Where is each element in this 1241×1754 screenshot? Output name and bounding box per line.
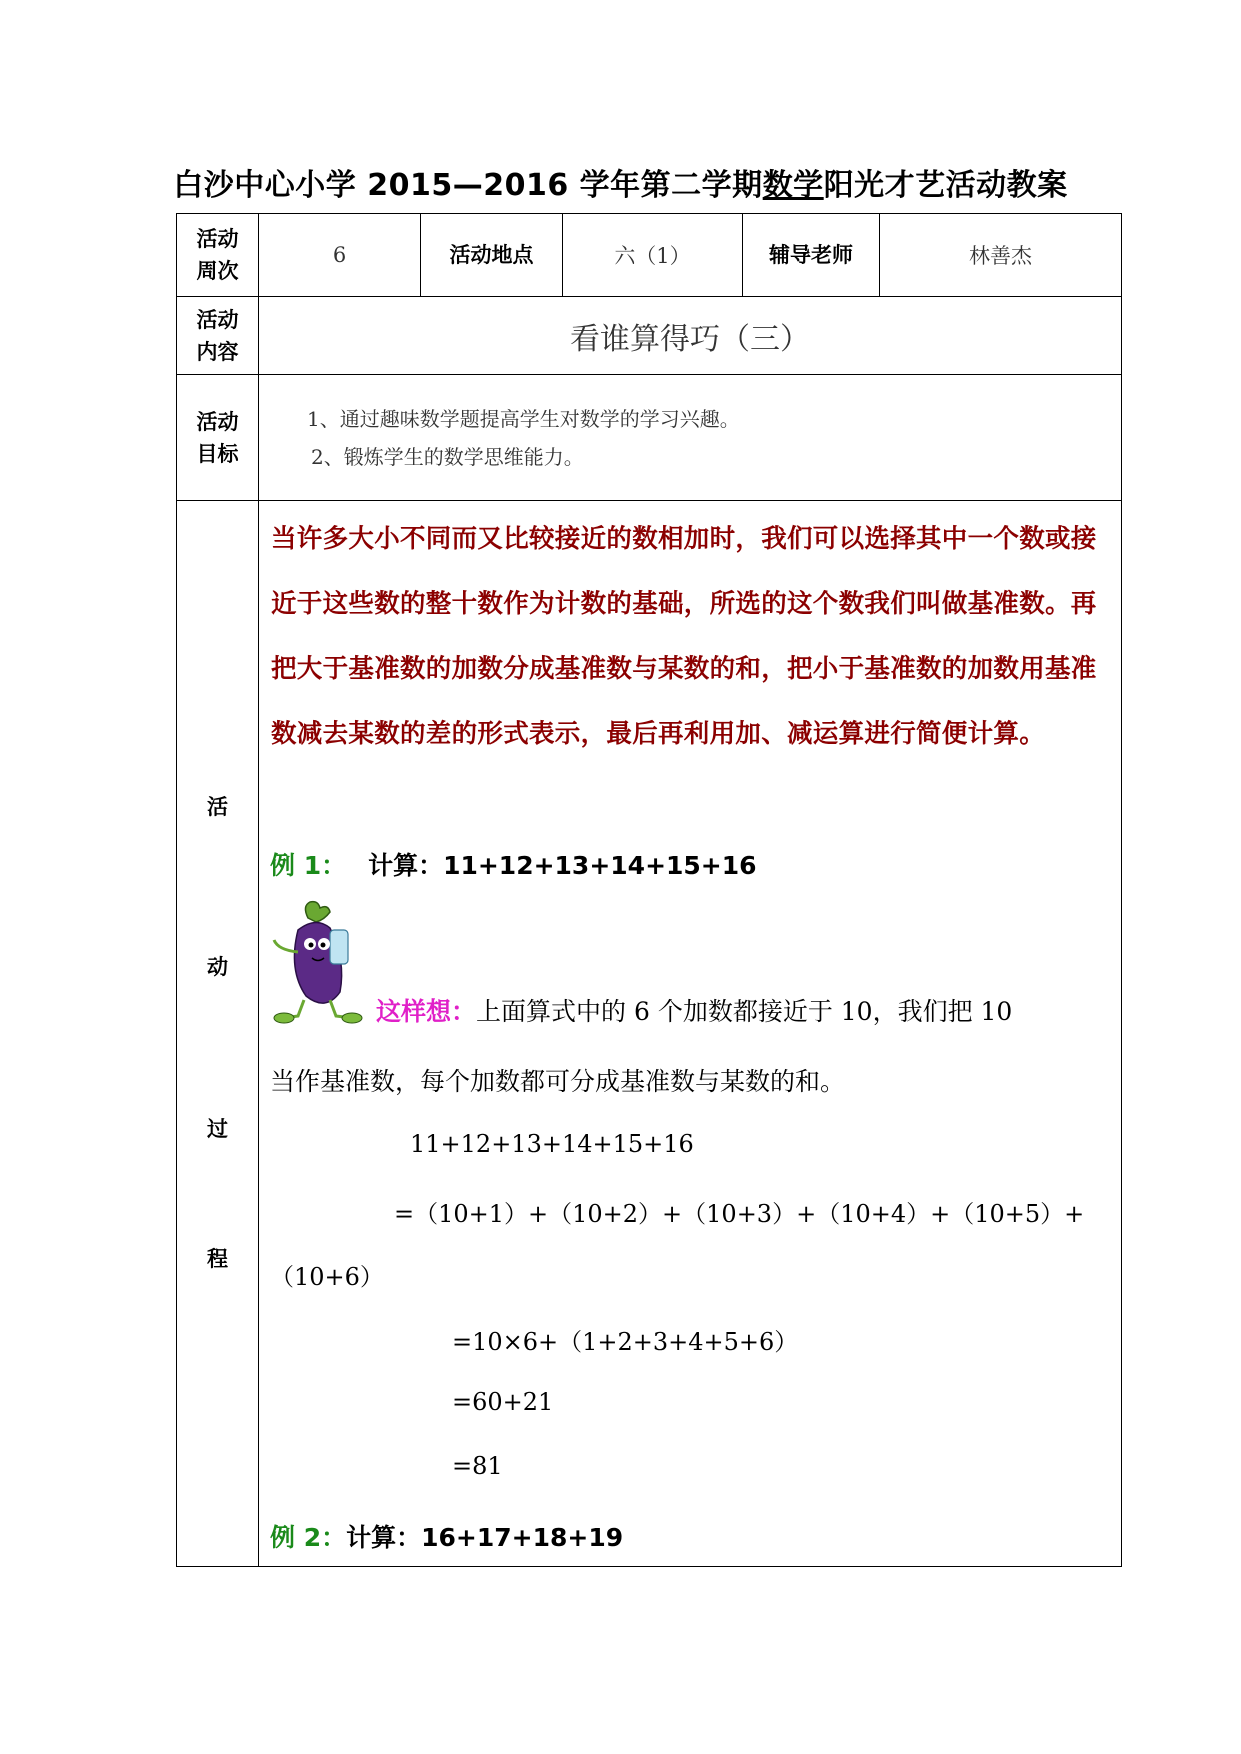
place-value: 六（1） (563, 214, 743, 297)
goal-item-1: 1、通过趣味数学题提高学生对数学的学习兴趣。 (307, 406, 740, 431)
think-label: 这样想： (376, 997, 477, 1026)
place-label: 活动地点 (421, 214, 563, 297)
example-2-text: 计算：16+17+18+19 (346, 1523, 624, 1552)
step-3: =60+21 (452, 1388, 554, 1416)
think-text-2: 当作基准数，每个加数都可分成基准数与某数的和。 (270, 1067, 846, 1096)
process-cell (259, 501, 1122, 1567)
step-1: =（10+1）+（10+2）+（10+3）+（10+4）+（10+5）+ (394, 1200, 1085, 1228)
example-1 (270, 846, 757, 882)
example-2 (270, 1518, 623, 1554)
teacher-label: 辅导老师 (743, 214, 880, 297)
goal-cell (259, 375, 1122, 501)
intro-paragraph: 当许多大小不同而又比较接近的数相加时，我们可以选择其中一个数或接近于这些数的整十数作为计数的基础，所选的这个数我们叫做基准数。再把大于基准数的加数分成基准数与某数的和，把小于基准数的加数用基准数减去某数的差的形式表示，最后再利用加、减运算进行简便计算。 (271, 524, 1097, 749)
content-label: 活动 内容 (177, 297, 259, 375)
goal-item-2: 2、锻炼学生的数学思维能力。 (311, 444, 584, 469)
think-line (376, 992, 1012, 1028)
process-char-3: 过 (207, 1117, 228, 1141)
process-char-2: 动 (207, 955, 228, 979)
example-1-label: 例 1： (270, 851, 347, 880)
step-0: 11+12+13+14+15+16 (410, 1130, 694, 1158)
example-1-text: 计算：11+12+13+14+15+16 (368, 851, 757, 880)
goal-label: 活动 目标 (177, 375, 259, 501)
step-1b: （10+6） (270, 1263, 384, 1291)
week-value: 6 (259, 214, 421, 297)
activity-topic: 看谁算得巧（三） (259, 297, 1122, 375)
step-4: =81 (452, 1452, 503, 1480)
example-2-label: 例 2： (270, 1523, 347, 1552)
eggplant-mascot-icon (268, 900, 368, 1025)
teacher-value: 林善杰 (880, 214, 1122, 297)
process-char-1: 活 (207, 795, 228, 819)
title-suffix: 阳光才艺活动教案 (823, 168, 1068, 203)
process-label (177, 501, 259, 1567)
page-title (0, 160, 1241, 204)
lesson-plan-table (176, 213, 1122, 1567)
title-prefix: 白沙中心小学 2015—2016 学年第二学期 (173, 168, 763, 203)
step-2: =10×6+（1+2+3+4+5+6） (452, 1328, 799, 1356)
week-label: 活动 周次 (177, 214, 259, 297)
title-subject: 数学 (762, 168, 824, 203)
process-char-4: 程 (207, 1247, 228, 1271)
think-text: 上面算式中的 6 个加数都接近于 10，我们把 10 (476, 997, 1013, 1026)
